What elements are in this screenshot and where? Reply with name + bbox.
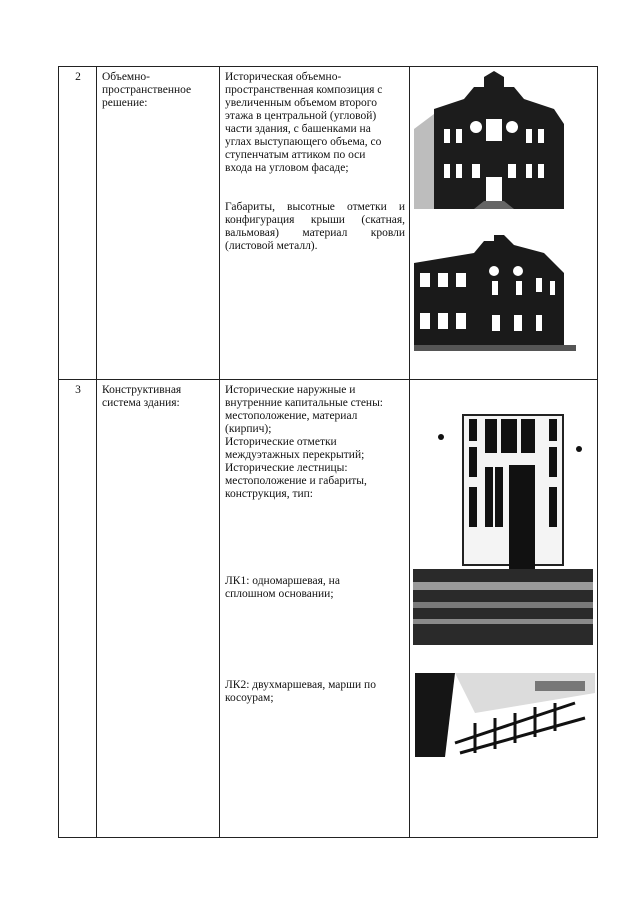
row-label: Объемно- пространственное решение: <box>102 71 192 109</box>
stair-lk1-text: ЛК1: одномаршевая, на сплошном основании; <box>225 575 340 600</box>
column-divider <box>219 67 220 837</box>
building-facade-photo <box>414 69 576 221</box>
stair-lk2-text: ЛК2: двухмаршевая, марши по косоурам; <box>225 679 376 704</box>
entrance-door-photo <box>413 407 593 645</box>
column-divider <box>409 67 410 837</box>
interior-stair-photo <box>415 673 595 757</box>
row-label: Конструктивная система здания: <box>102 384 182 409</box>
row-number: 2 <box>75 71 81 83</box>
row-description: Исторические наружные и внутренние капитальные стены: местоположение, материал (кирпич); Исторические отметки междуэтажных перекрытий; Исторические лестницы: местоположение и габариты, конструкция, тип: <box>225 384 383 500</box>
building-side-photo <box>414 233 576 369</box>
column-divider <box>96 67 97 837</box>
row-number: 3 <box>75 384 81 396</box>
row-description-roof: Габариты, высотные отметки и конфигурация крыши (скатная, вальмовая) материал кровли (листовой металл). <box>225 201 405 252</box>
heritage-table <box>58 66 598 838</box>
row-divider <box>59 379 597 380</box>
row-description: Историческая объемно- пространственная композиция с увеличенным объемом второго этажа в центральной (угловой) части здания, с башенками на углах выступающего объема, со ступенчатым аттиком по оси входа на угловом фасаде; <box>225 71 383 174</box>
